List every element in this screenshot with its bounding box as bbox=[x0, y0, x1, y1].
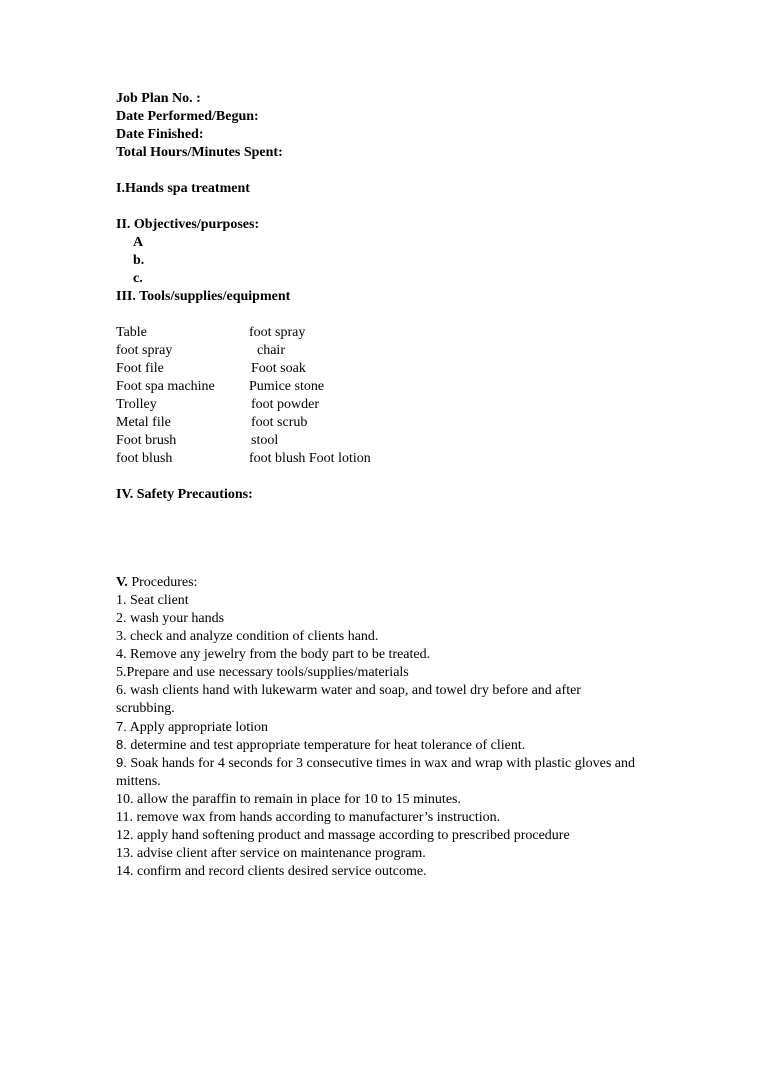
procedure-step bbox=[116, 664, 716, 682]
tools-row bbox=[116, 324, 716, 342]
step-number: 9. bbox=[116, 755, 127, 770]
procedure-step bbox=[116, 845, 716, 863]
procedure-step bbox=[116, 646, 716, 664]
step-text: wash clients hand with lukewarm water and soap, and towel dry before and after scrubbing. bbox=[116, 683, 581, 716]
section5-roman: V. bbox=[116, 575, 128, 590]
procedure-step bbox=[116, 736, 716, 754]
step-number: 13. bbox=[116, 846, 134, 861]
procedure-step bbox=[116, 610, 716, 628]
step-number: 1. bbox=[116, 593, 127, 608]
step-text: allow the paraffin to remain in place for 10 to 15 minutes. bbox=[137, 792, 461, 807]
procedure-list bbox=[116, 592, 716, 881]
step-number: 10. bbox=[116, 792, 134, 807]
step-text: Seat client bbox=[130, 593, 189, 608]
tools-row bbox=[116, 414, 716, 432]
section1-title: I.Hands spa treatment bbox=[116, 181, 250, 196]
procedure-step bbox=[116, 682, 636, 718]
procedure-step bbox=[116, 827, 716, 845]
step-number: 6. bbox=[116, 683, 127, 698]
step-text: Soak hands for 4 seconds for 3 consecutive times in wax and wrap with plastic gloves and mittens. bbox=[116, 756, 636, 789]
tools-left-cell: Table bbox=[116, 325, 147, 340]
step-text: advise client after service on maintenance program. bbox=[137, 846, 426, 861]
tools-left-cell: Foot file bbox=[116, 361, 164, 376]
step-text: confirm and record clients desired service outcome. bbox=[137, 864, 427, 879]
step-number: 4. bbox=[116, 647, 127, 662]
step-text: Apply appropriate lotion bbox=[129, 720, 268, 735]
step-text: wash your hands bbox=[130, 611, 225, 626]
section5-title bbox=[116, 574, 716, 592]
procedure-step bbox=[116, 809, 716, 827]
tools-left-cell: Foot brush bbox=[116, 433, 177, 448]
tools-list bbox=[116, 324, 716, 468]
date-performed-label: Date Performed/Begun: bbox=[116, 109, 259, 124]
tools-row bbox=[116, 342, 716, 360]
step-text: Prepare and use necessary tools/supplies/materials bbox=[126, 665, 409, 680]
section5-title-text: Procedures: bbox=[131, 575, 198, 590]
tools-right-cell: chair bbox=[257, 343, 285, 358]
tools-left-cell: foot spray bbox=[116, 343, 173, 358]
step-number: 12. bbox=[116, 828, 134, 843]
section4-title: IV. Safety Precautions: bbox=[116, 487, 253, 502]
step-number: 5. bbox=[116, 665, 127, 680]
tools-left-cell: Metal file bbox=[116, 415, 171, 430]
step-number: 3. bbox=[116, 629, 127, 644]
tools-left-cell: Trolley bbox=[116, 397, 157, 412]
procedure-step bbox=[116, 592, 716, 610]
step-text: Remove any jewelry from the body part to be treated. bbox=[130, 647, 431, 662]
step-number: 14. bbox=[116, 864, 134, 879]
objective-item: A bbox=[133, 235, 144, 250]
section2-title: II. Objectives/purposes: bbox=[116, 217, 260, 232]
tools-row bbox=[116, 396, 716, 414]
tools-right-cell: foot scrub bbox=[251, 415, 308, 430]
job-plan-no-label: Job Plan No. : bbox=[116, 91, 201, 106]
tools-right-cell: foot spray bbox=[249, 325, 306, 340]
procedure-step bbox=[116, 754, 636, 791]
procedure-step bbox=[116, 718, 716, 736]
tools-right-cell: stool bbox=[251, 433, 279, 448]
step-number: 8. bbox=[116, 737, 127, 752]
procedure-step bbox=[116, 628, 716, 646]
tools-right-cell: foot powder bbox=[251, 397, 320, 412]
tools-row bbox=[116, 378, 716, 396]
objective-item: b. bbox=[133, 253, 145, 268]
tools-left-cell: Foot spa machine bbox=[116, 379, 215, 394]
total-hours-label: Total Hours/Minutes Spent: bbox=[116, 145, 283, 160]
step-text: remove wax from hands according to manufacturer’s instruction. bbox=[136, 810, 501, 825]
date-finished-label: Date Finished: bbox=[116, 127, 204, 142]
step-text: check and analyze condition of clients hand. bbox=[130, 629, 379, 644]
tools-row bbox=[116, 450, 716, 468]
tools-left-cell: foot blush bbox=[116, 451, 173, 466]
procedure-step bbox=[116, 791, 716, 809]
procedure-step bbox=[116, 863, 716, 881]
document-page bbox=[116, 90, 716, 881]
section3-title: III. Tools/supplies/equipment bbox=[116, 289, 291, 304]
step-number: 7. bbox=[116, 719, 127, 734]
tools-row bbox=[116, 360, 716, 378]
step-text: apply hand softening product and massage according to prescribed procedure bbox=[137, 828, 570, 843]
tools-right-cell: Pumice stone bbox=[249, 379, 325, 394]
tools-right-cell: Foot soak bbox=[251, 361, 306, 376]
tools-row bbox=[116, 432, 716, 450]
tools-right-cell: foot blush Foot lotion bbox=[249, 451, 371, 466]
step-number: 2. bbox=[116, 611, 127, 626]
step-text: determine and test appropriate temperature for heat tolerance of client. bbox=[130, 738, 526, 753]
objective-item: c. bbox=[133, 271, 143, 286]
step-number: 11. bbox=[116, 810, 133, 825]
